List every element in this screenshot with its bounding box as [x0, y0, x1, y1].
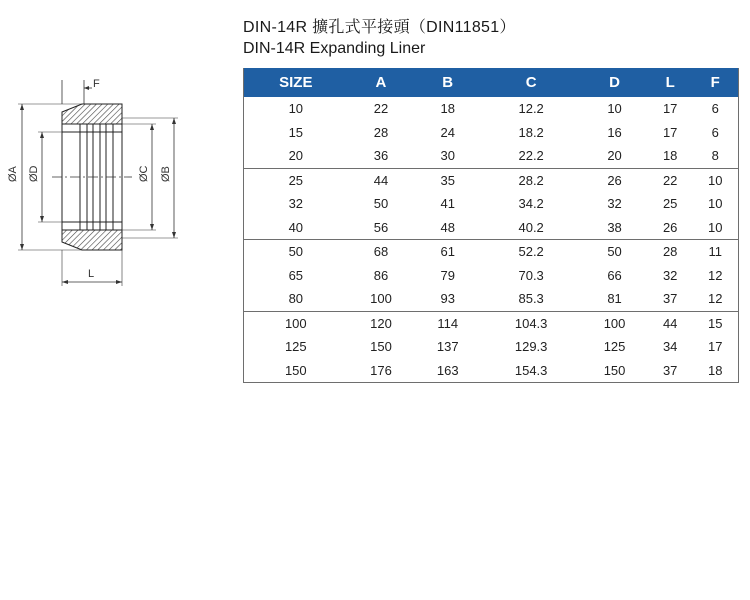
cell-d: 150	[581, 359, 648, 383]
cell-f: 12	[707, 267, 723, 283]
header-c: C	[481, 68, 581, 97]
cell-d: 50	[607, 244, 622, 260]
cell-l: 17	[662, 101, 678, 117]
cell-c: 34.2	[518, 196, 544, 212]
cell-f: 8	[692, 144, 738, 168]
cell-a: 150	[370, 339, 392, 355]
cell-d: 125	[603, 339, 626, 355]
b-label: ØB	[160, 166, 172, 182]
dimension-table	[243, 68, 739, 383]
cell-a: 68	[373, 244, 389, 260]
header-d: D	[581, 68, 648, 97]
table-row	[244, 216, 739, 240]
cell-size: 65	[288, 267, 304, 283]
cell-c: 154.3	[481, 359, 581, 383]
cell-a: 176	[348, 359, 415, 383]
header-size: SIZE	[244, 68, 348, 97]
cell-f: 17	[707, 339, 723, 355]
cell-b: 41	[440, 196, 455, 212]
cell-a: 36	[348, 144, 415, 168]
title-english: DIN-14R Expanding Liner	[243, 40, 426, 57]
cell-f: 10	[707, 172, 723, 188]
cell-a: 56	[348, 216, 415, 240]
cell-size: 15	[288, 124, 304, 140]
cell-c: 40.2	[481, 216, 581, 240]
table-row	[244, 359, 739, 383]
cell-f: 10	[692, 216, 738, 240]
cell-c: 52.2	[518, 244, 544, 260]
cell-b: 93	[414, 287, 481, 311]
cell-d: 66	[607, 267, 622, 283]
cell-c: 18.2	[518, 124, 544, 140]
cell-l: 32	[662, 267, 678, 283]
cell-b: 24	[440, 124, 455, 140]
cell-f: 6	[711, 124, 719, 140]
cell-size: 125	[284, 339, 307, 355]
cell-c: 28.2	[518, 172, 544, 188]
cell-c: 70.3	[518, 267, 544, 283]
cell-size: 40	[244, 216, 348, 240]
a-label: ØA	[7, 166, 19, 182]
cell-d: 10	[607, 101, 622, 117]
c-label: ØC	[138, 165, 150, 182]
cell-b: 79	[440, 267, 455, 283]
cell-c: 22.2	[481, 144, 581, 168]
cell-l: 22	[662, 172, 678, 188]
cell-f: 12	[692, 287, 738, 311]
header-l: L	[648, 68, 693, 97]
cell-size: 150	[244, 359, 348, 383]
cell-a: 50	[373, 196, 389, 212]
header-f: F	[692, 68, 738, 97]
cell-size: 80	[244, 287, 348, 311]
f-label: F	[93, 78, 100, 90]
cell-b: 18	[440, 101, 455, 117]
table-row	[244, 144, 739, 168]
cell-f: 18	[692, 359, 738, 383]
cell-l: 44	[662, 315, 678, 331]
cell-d: 16	[607, 124, 622, 140]
cell-l: 37	[648, 287, 693, 311]
cell-f: 11	[708, 244, 722, 260]
cell-d: 38	[581, 216, 648, 240]
cell-f: 10	[707, 196, 723, 212]
cell-c: 129.3	[514, 339, 548, 355]
table-row	[244, 168, 739, 192]
cell-b: 48	[414, 216, 481, 240]
cell-d: 32	[607, 196, 622, 212]
table-row	[244, 335, 739, 359]
cell-f: 6	[711, 101, 719, 117]
cell-l: 28	[662, 244, 678, 260]
cell-d: 81	[581, 287, 648, 311]
cell-l: 17	[662, 124, 678, 140]
cell-d: 20	[581, 144, 648, 168]
cell-b: 61	[440, 244, 455, 260]
table-row	[244, 97, 739, 121]
cell-b: 137	[436, 339, 459, 355]
cell-l: 26	[648, 216, 693, 240]
cross-section-drawing	[0, 70, 240, 300]
cell-a: 100	[348, 287, 415, 311]
cell-l: 25	[662, 196, 678, 212]
table-body	[244, 97, 739, 383]
table-row	[244, 240, 739, 264]
table-header-row	[244, 68, 739, 97]
cell-d: 26	[607, 172, 622, 188]
title-chinese: DIN-14R 擴孔式平接頭（DIN11851）	[243, 19, 516, 36]
header-b: B	[414, 68, 481, 97]
table-row	[244, 121, 739, 145]
cell-l: 18	[648, 144, 693, 168]
cell-a: 86	[373, 267, 389, 283]
cell-size: 50	[288, 244, 304, 260]
cell-l: 34	[662, 339, 678, 355]
cell-b: 163	[414, 359, 481, 383]
cell-a: 44	[373, 172, 389, 188]
table-row	[244, 264, 739, 288]
cell-size: 25	[288, 172, 304, 188]
l-label: L	[88, 268, 95, 280]
cell-l: 37	[648, 359, 693, 383]
d-label: ØD	[28, 165, 40, 182]
cell-f: 15	[707, 315, 723, 331]
cell-c: 104.3	[514, 315, 548, 331]
table-row	[244, 311, 739, 335]
cell-size: 32	[288, 196, 304, 212]
header-a: A	[348, 68, 415, 97]
cell-b: 114	[437, 315, 459, 331]
liner-drawing-svg	[0, 70, 240, 300]
cell-b: 35	[440, 172, 455, 188]
cell-a: 120	[370, 315, 392, 331]
cell-a: 28	[373, 124, 389, 140]
cell-d: 100	[603, 315, 626, 331]
table-row	[244, 192, 739, 216]
cell-size: 20	[244, 144, 348, 168]
title-block	[243, 18, 516, 59]
cell-b: 30	[414, 144, 481, 168]
table-row	[244, 287, 739, 311]
cell-c: 85.3	[481, 287, 581, 311]
cell-size: 100	[284, 315, 307, 331]
cell-c: 12.2	[518, 101, 544, 117]
cell-size: 10	[288, 101, 304, 117]
cell-a: 22	[373, 101, 389, 117]
